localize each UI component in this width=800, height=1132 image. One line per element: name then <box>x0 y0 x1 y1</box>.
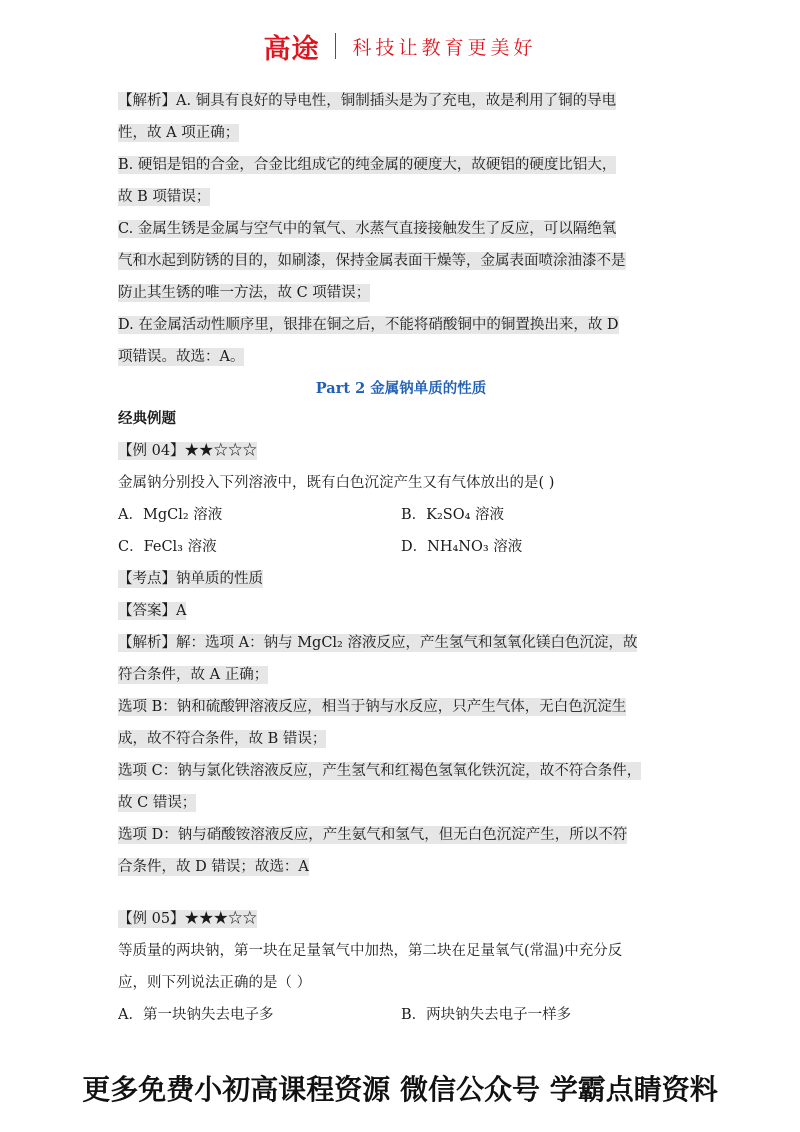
section-label: 经典例题 <box>118 411 176 427</box>
analysis-line: 故 B 项错误； <box>118 189 211 205</box>
option-c: C．FeCl₃ 溶液 <box>118 539 217 555</box>
options-row <box>118 504 684 536</box>
answer: 【答案】A <box>118 603 187 619</box>
analysis-line: C. 金属生锈是金属与空气中的氧气、水蒸气直接接触发生了反应，可以隔绝氧 <box>118 221 617 237</box>
page-header <box>0 24 800 68</box>
option-a: A．第一块钠失去电子多 <box>118 1007 274 1023</box>
spacer <box>118 888 684 908</box>
footer-banner: 更多免费小初高课程资源 微信公众号 学霸点睛资料 <box>82 1073 718 1106</box>
example-tag: 【例 05】★★★☆☆ <box>118 911 258 927</box>
question-text: 金属钠分别投入下列溶液中，既有白色沉淀产生又有气体放出的是( ) <box>118 475 555 491</box>
document-body <box>118 90 684 1036</box>
analysis-line: 【解析】A. 铜具有良好的导电性，铜制插头是为了充电，故是利用了铜的导电 <box>118 93 617 109</box>
analysis-line: 成，故不符合条件，故 B 错误； <box>118 731 327 747</box>
question-text: 等质量的两块钠，第一块在足量氧气中加热，第二块在足量氧气(常温)中充分反 <box>118 943 623 959</box>
analysis-line: 项错误。故选：A。 <box>118 349 245 365</box>
example-05 <box>118 908 684 1036</box>
option-d: D．NH₄NO₃ 溶液 <box>401 539 523 555</box>
brand-logo: 高途 <box>263 33 320 65</box>
analysis-line: 选项 C：钠与氯化铁溶液反应，产生氢气和红褐色氢氧化铁沉淀，故不符合条件， <box>118 763 642 779</box>
analysis-line: 选项 B：钠和硫酸钾溶液反应，相当于钠与水反应，只产生气体，无白色沉淀生 <box>118 699 627 715</box>
exam-point: 【考点】钠单质的性质 <box>118 571 263 587</box>
options-row <box>118 1004 684 1036</box>
analysis-line: 防止其生锈的唯一方法，故 C 项错误； <box>118 285 371 301</box>
example-04 <box>118 440 684 888</box>
example-tag: 【例 04】★★☆☆☆ <box>118 443 258 459</box>
option-b: B．两块钠失去电子一样多 <box>401 1007 572 1023</box>
analysis-line: 选项 D：钠与硝酸铵溶液反应，产生氨气和氢气，但无白色沉淀产生，所以不符 <box>118 827 628 843</box>
options-row <box>118 536 684 568</box>
analysis-line: 符合条件，故 A 正确； <box>118 667 269 683</box>
option-a: A．MgCl₂ 溶液 <box>118 507 223 523</box>
analysis-line: 合条件，故 D 错误；故选：A <box>118 859 309 875</box>
analysis-line: 气和水起到防锈的目的，如刷漆，保持金属表面干燥等，金属表面喷涂油漆不是 <box>118 253 626 269</box>
analysis-line: B. 硬铝是铝的合金，合金比组成它的纯金属的硬度大，故硬铝的硬度比铝大， <box>118 157 617 173</box>
question-text: 应，则下列说法正确的是（ ） <box>118 975 312 991</box>
header-divider <box>335 33 336 59</box>
brand-slogan: 科技让教育更美好 <box>352 36 537 59</box>
analysis-block-1 <box>118 90 684 378</box>
analysis-line: 性，故 A 项正确； <box>118 125 240 141</box>
option-b: B．K₂SO₄ 溶液 <box>401 507 505 523</box>
part-title: Part 2 金属钠单质的性质 <box>315 380 487 397</box>
analysis-line: 【解析】解：选项 A：钠与 MgCl₂ 溶液反应，产生氢气和氢氧化镁白色沉淀，故 <box>118 635 638 651</box>
analysis-line: D. 在金属活动性顺序里，银排在铜之后，不能将硝酸铜中的铜置换出来，故 D <box>118 317 619 333</box>
analysis-line: 故 C 错误； <box>118 795 197 811</box>
